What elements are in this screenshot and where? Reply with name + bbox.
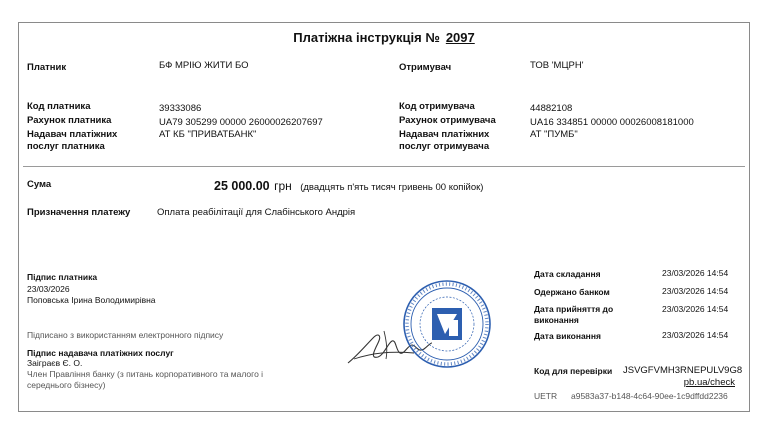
payer-label: Платник — [27, 62, 67, 73]
uetr-label: UETR — [534, 391, 558, 401]
page-title — [19, 30, 749, 45]
payment-instruction — [18, 22, 750, 412]
recipient-account: UA16 334851 00000 00026008181000 — [530, 117, 694, 128]
verification-code: JSVGFVMH3RNEPULV9G8 — [623, 365, 743, 376]
sum-amount: 25 000.00 — [214, 179, 270, 193]
sum-label: Сума — [27, 179, 52, 190]
date-accepted-value: 23/03/2026 14:54 — [662, 304, 729, 314]
recipient-code-label: Код отримувача — [399, 101, 475, 112]
date-composed-value: 23/03/2026 14:54 — [662, 268, 729, 278]
payer-code-label: Код платника — [27, 101, 91, 112]
provider-signer-role: Член Правління банку (з питань корпоративного та малого і середнього бізнесу) — [27, 369, 264, 390]
payer-account: UA79 305299 00000 26000026207697 — [159, 117, 323, 128]
verification-code-label: Код для перевірки — [534, 366, 613, 376]
sum-in-words: (двадцять п'ять тисяч гривень 00 копійок) — [300, 182, 484, 193]
divider — [23, 166, 745, 167]
bank-seal-icon — [401, 278, 493, 370]
recipient-provider-label: Надавач платіжних послуг отримувача — [399, 129, 490, 152]
instruction-number: 2097 — [445, 30, 475, 45]
uetr-value: a9583a37-b148-4c64-90ee-1c9dffdd2236 — [571, 391, 728, 401]
date-executed-value: 23/03/2026 14:54 — [662, 330, 729, 340]
date-composed-label: Дата складання — [534, 269, 601, 279]
payer-signature-label: Підпис платника — [27, 272, 98, 282]
recipient-code: 44882108 — [530, 103, 573, 114]
date-received-label: Одержано банком — [534, 287, 610, 297]
sum-value — [214, 177, 483, 195]
payer-account-label: Рахунок платника — [27, 115, 112, 126]
payer-name: БФ МРІЮ ЖИТИ БО — [159, 60, 249, 71]
provider-signer-name: Заіграєв Є. О. — [27, 358, 83, 368]
purpose-text: Оплата реабілітації для Слабінського Андрія — [157, 207, 356, 218]
payer-provider-label: Надавач платіжних послуг платника — [27, 129, 118, 152]
recipient-name: ТОВ 'МЦРН' — [530, 60, 584, 71]
recipient-account-label: Рахунок отримувача — [399, 115, 496, 126]
payer-signer-name: Поповська Ірина Володимирівна — [27, 295, 156, 305]
verification-link[interactable]: pb.ua/check — [683, 377, 735, 388]
date-accepted-label: Дата прийняття до виконання — [534, 304, 614, 325]
date-received-value: 23/03/2026 14:54 — [662, 286, 729, 296]
recipient-label: Отримувач — [399, 62, 452, 73]
payer-code: 39333086 — [159, 103, 202, 114]
payer-provider: АТ КБ "ПРИВАТБАНК" — [159, 129, 257, 140]
recipient-provider: АТ "ПУМБ" — [530, 129, 578, 140]
e-signature-note: Підписано з використанням електронного підпису — [27, 330, 224, 340]
sum-currency: грн — [274, 179, 292, 193]
purpose-label: Призначення платежу — [27, 207, 131, 218]
payer-signature-date: 23/03/2026 — [27, 284, 70, 294]
provider-signature-label: Підпис надавача платіжних послуг — [27, 348, 174, 358]
title-prefix: Платіжна інструкція № — [293, 30, 440, 45]
date-executed-label: Дата виконання — [534, 331, 601, 341]
